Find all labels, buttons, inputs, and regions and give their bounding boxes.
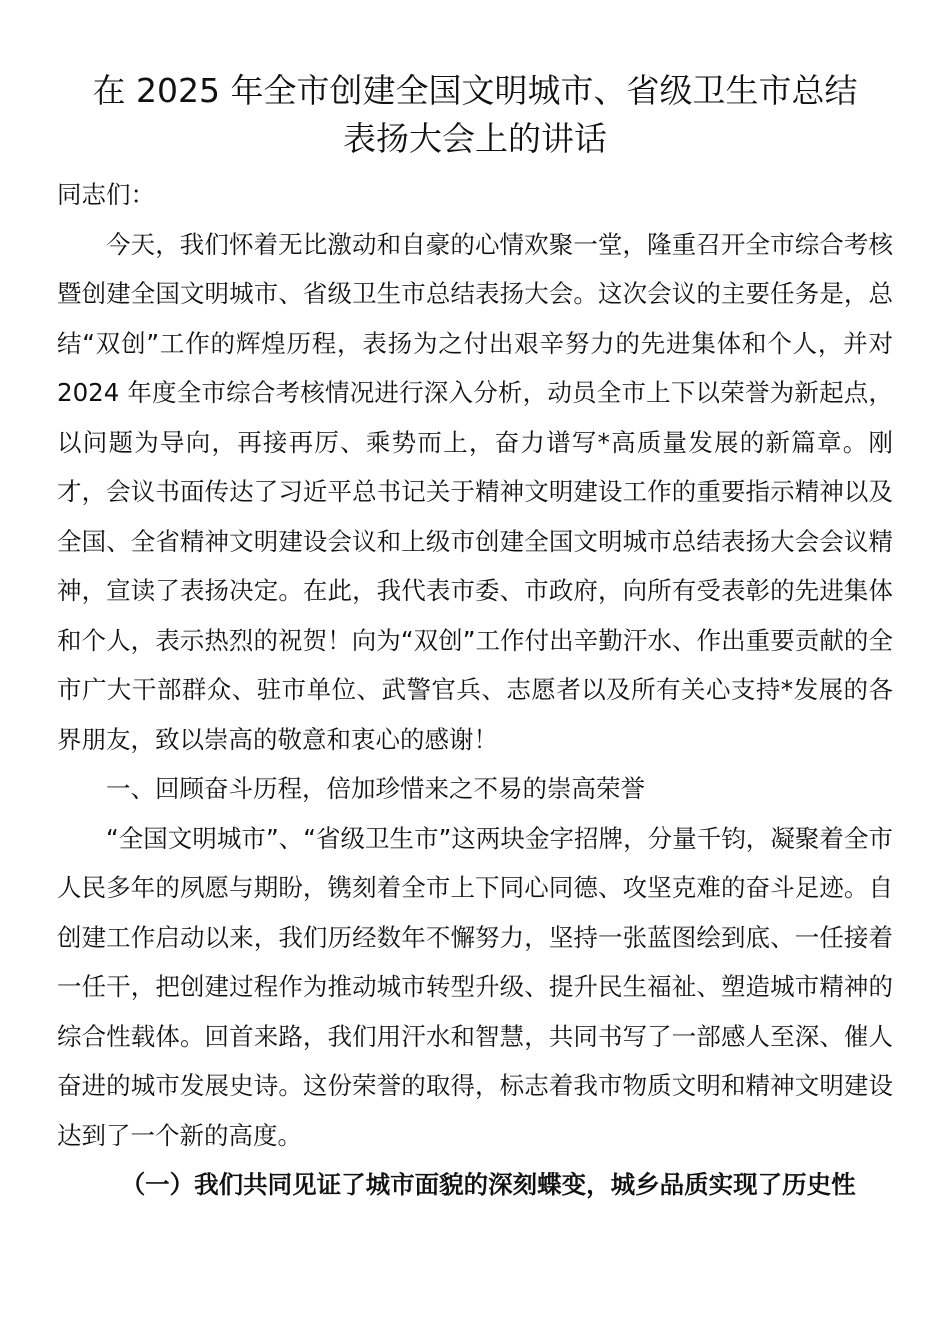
subsection-heading-1: （一）我们共同见证了城市面貌的深刻蝶变，城乡品质实现了历史性: [120, 1170, 856, 1199]
salutation: 同志们：: [57, 180, 155, 209]
paragraph-section-1: “全国文明城市”、“省级卫生市”这两块金字招牌，分量千钧，凝聚着全市人民多年的夙愿与期盼，镌刻着全市上下同心同德、攻坚克难的奋斗足迹。自创建工作启动以来，我们历经数年不懈努力，坚持一张蓝图绘到底、一任接着一任干，把创建过程作为推动城市转型升级、提升民生福祉、塑造城市精神的综合性载体。回首来路，我们用汗水和智慧，共同书写了一部感人至深、催人奋进的城市发展史诗。这份荣誉的取得，标志着我市物质文明和精神文明建设达到了一个新的高度。: [57, 823, 893, 1150]
document-title-line-1: 在 2025 年全市创建全国文明城市、省级卫生市总结: [92, 71, 858, 110]
document-title-line-2: 表扬大会上的讲话: [343, 119, 607, 158]
section-heading-1: 一、回顾奋斗历程，倍加珍惜来之不易的崇高荣誉: [106, 774, 645, 803]
document-body: [57, 170, 893, 1210]
paragraph-opening: 今天，我们怀着无比激动和自豪的心情欢聚一堂，隆重召开全市综合考核暨创建全国文明城市、省级卫生市总结表扬大会。这次会议的主要任务是，总结“双创”工作的辉煌历程，表扬为之付出艰辛努力的先进集体和个人，并对 2024 年度全市综合考核情况进行深入分析，动员全市上下以荣誉为新起点，以问题为导向，再接再厉、乘势而上，奋力谱写*高质量发展的新篇章。刚才，会议书面传达了习近平总书记关于精神文明建设工作的重要指示精神以及全国、全省精神文明建设会议和上级市创建全国文明城市总结表扬大会会议精神，宣读了表扬决定。在此，我代表市委、市政府，向所有受表彰的先进集体和个人，表示热烈的祝贺！向为“双创”工作付出辛勤汗水、作出重要贡献的全市广大干部群众、驻市单位、武警官兵、志愿者以及所有关心支持*发展的各界朋友，致以崇高的敬意和衷心的感谢！: [57, 229, 893, 754]
